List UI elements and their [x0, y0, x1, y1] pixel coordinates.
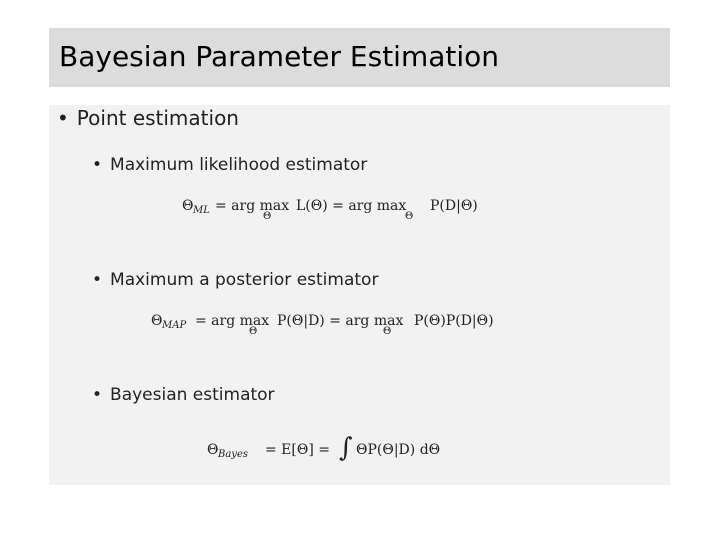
eq-map-argmax-1-subscript: Θ	[249, 326, 258, 337]
bullet-bayesian-estimator	[92, 383, 275, 407]
bullet-point-estimation	[57, 105, 239, 131]
equation-map	[151, 312, 511, 340]
equation-bayes	[207, 433, 447, 469]
eq-ml-argmax-1: = arg max	[215, 198, 290, 214]
title-bar	[49, 28, 670, 87]
slide-title: Bayesian Parameter Estimation	[59, 40, 500, 73]
bullet-label: Maximum likelihood estimator	[110, 155, 368, 175]
eq-map-argmax-1: = arg max	[195, 313, 270, 329]
eq-map-lhs: Θ	[151, 313, 163, 329]
bullet-label: Maximum a posterior estimator	[110, 270, 379, 290]
eq-map-rhs-2: P(Θ)P(D|Θ)	[414, 313, 494, 329]
bullet-ml-estimator	[92, 153, 367, 177]
eq-map-rhs-1: P(Θ|D) = arg max	[277, 313, 404, 329]
bullet-map-estimator	[92, 268, 378, 292]
bullet-marker: •	[57, 106, 69, 130]
eq-bayes-lhs-subscript: Bayes	[218, 449, 249, 460]
content-box	[49, 105, 670, 485]
bullet-marker: •	[92, 270, 103, 290]
bullet-label: Bayesian estimator	[110, 385, 275, 405]
eq-ml-argmax-1-subscript: Θ	[263, 211, 272, 222]
eq-map-argmax-2-subscript: Θ	[383, 326, 392, 337]
eq-bayes-rhs: ΘP(Θ|D) dΘ	[356, 442, 441, 458]
eq-ml-rhs-1: L(Θ) = arg max	[296, 198, 407, 214]
eq-ml-lhs-subscript: ML	[193, 205, 210, 216]
eq-ml-lhs: Θ	[182, 198, 194, 214]
eq-bayes-middle: = E[Θ] =	[265, 442, 330, 458]
bullet-marker: •	[92, 155, 103, 175]
eq-ml-argmax-2-subscript: Θ	[405, 211, 414, 222]
eq-bayes-lhs: Θ	[207, 442, 219, 458]
eq-map-lhs-subscript: MAP	[162, 320, 187, 331]
bullet-label: Point estimation	[76, 106, 239, 130]
bullet-marker: •	[92, 385, 103, 405]
eq-ml-rhs-2: P(D|Θ)	[430, 198, 478, 214]
equation-ml	[182, 197, 502, 225]
integral-symbol: ∫	[339, 433, 353, 463]
